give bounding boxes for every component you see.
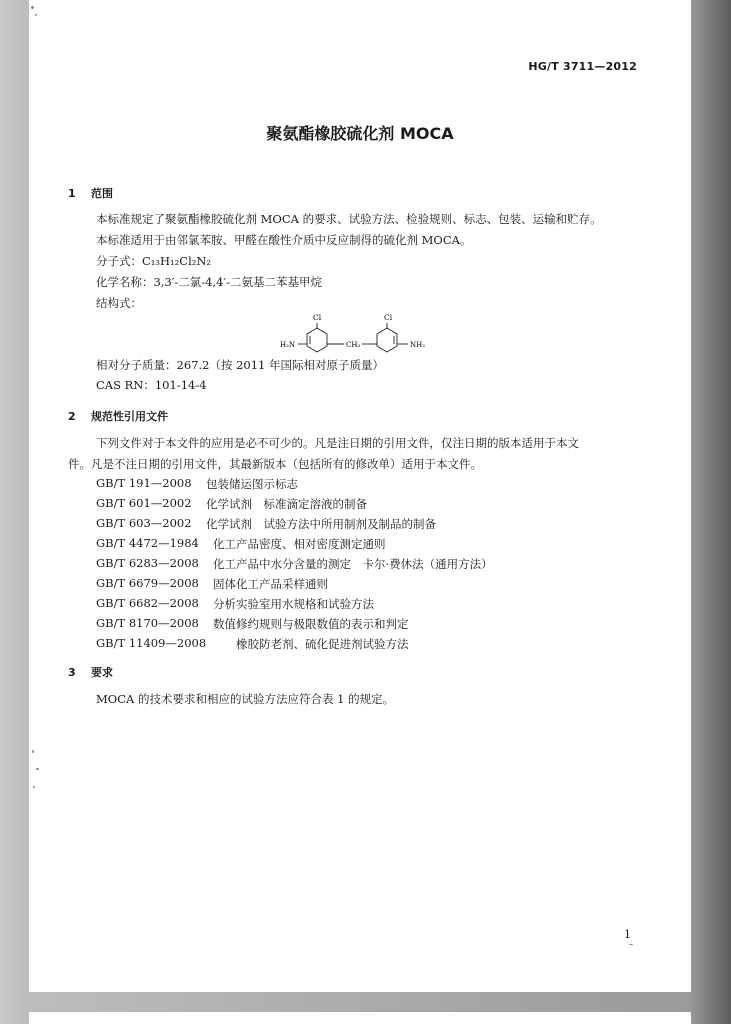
section-title: 范围 (91, 187, 113, 200)
reference-title: 包装储运图示标志 (206, 477, 298, 491)
reference-item (96, 556, 493, 571)
standard-code: HG/T 3711—2012 (528, 60, 637, 73)
section-2-heading (68, 408, 168, 424)
references-intro-line-1: 下列文件对于本文件的应用是必不可少的。凡是注日期的引用文件，仅注日期的版本适用于本文 (96, 436, 579, 450)
methylene-bridge: CH₂ (346, 341, 361, 349)
reference-item (96, 636, 409, 651)
reference-code: GB/T 603—2002 (96, 516, 192, 530)
reference-item (96, 516, 436, 531)
section-number: 3 (68, 666, 76, 679)
scope-paragraph-1: 本标准规定了聚氨酯橡胶硫化剂 MOCA 的要求、试验方法、检验规则、标志、包装、运输和贮存。 (96, 212, 602, 226)
amine-group-left: H₂N (280, 341, 296, 349)
page-number: 1 (624, 928, 631, 941)
molecular-formula (96, 253, 211, 269)
cas-number: CAS RN：101-14-4 (96, 378, 207, 392)
amine-group-right: NH₂ (410, 341, 426, 349)
reference-code: GB/T 601—2002 (96, 496, 192, 510)
scan-speck (35, 14, 37, 16)
reference-code: GB/T 6682—2008 (96, 596, 199, 610)
scan-speck (31, 6, 34, 9)
reference-item (96, 576, 328, 591)
reference-code: GB/T 191—2008 (96, 476, 192, 490)
right-chlorine-label: Cl (384, 313, 393, 322)
formula-value: C₁₃H₁₂Cl₂N₂ (142, 254, 212, 268)
formula-label: 分子式： (96, 254, 142, 268)
reference-code: GB/T 8170—2008 (96, 616, 199, 630)
section-number: 1 (68, 187, 76, 200)
reference-code: GB/T 6283—2008 (96, 556, 199, 570)
section-1-heading (68, 185, 113, 201)
structural-formula (244, 305, 444, 360)
scope-paragraph-2: 本标准适用于由邻氯苯胺、甲醛在酸性介质中反应制得的硫化剂 MOCA。 (96, 233, 472, 247)
reference-item (96, 536, 386, 551)
reference-title: 数值修约规则与极限数值的表示和判定 (213, 617, 409, 631)
reference-title: 化学试剂 试验方法中所用制剂及制品的制备 (206, 517, 436, 531)
reference-item (96, 596, 374, 611)
relative-molecular-mass: 相对分子质量：267.2（按 2011 年国际相对原子质量） (96, 358, 384, 372)
section-title: 规范性引用文件 (91, 410, 168, 423)
scan-speck (33, 786, 35, 788)
left-chlorine-label: Cl (313, 313, 322, 322)
reference-item (96, 476, 298, 491)
section-3-heading (68, 664, 113, 680)
next-page-edge (29, 1012, 691, 1024)
reference-title: 化工产品中水分含量的测定 卡尔·费休法（通用方法） (213, 557, 493, 571)
section-number: 2 (68, 410, 76, 423)
structure-label: 结构式： (96, 296, 142, 310)
scan-speck (36, 768, 39, 770)
reference-code: GB/T 6679—2008 (96, 576, 199, 590)
requirements-paragraph: MOCA 的技术要求和相应的试验方法应符合表 1 的规定。 (96, 692, 395, 706)
reference-item (96, 496, 367, 511)
section-title: 要求 (91, 666, 113, 679)
document-title: 聚氨酯橡胶硫化剂 MOCA (266, 124, 454, 143)
document-page (29, 0, 691, 992)
reference-title: 化工产品密度、相对密度测定通则 (213, 537, 386, 551)
reference-title: 橡胶防老剂、硫化促进剂试验方法 (236, 637, 409, 651)
scan-speck (629, 944, 633, 945)
reference-code: GB/T 4472—1984 (96, 536, 199, 550)
reference-item (96, 616, 409, 631)
references-intro-line-2: 件。凡是不注日期的引用文件，其最新版本（包括所有的修改单）适用于本文件。 (68, 457, 482, 471)
reference-code: GB/T 11409—2008 (96, 636, 207, 650)
reference-title: 固体化工产品采样通则 (213, 577, 328, 591)
scan-speck (32, 750, 34, 753)
reference-title: 化学试剂 标准滴定溶液的制备 (206, 497, 367, 511)
chemical-name: 化学名称：3,3′-二氯-4,4′-二氨基二苯基甲烷 (96, 275, 322, 289)
reference-title: 分析实验室用水规格和试验方法 (213, 597, 374, 611)
